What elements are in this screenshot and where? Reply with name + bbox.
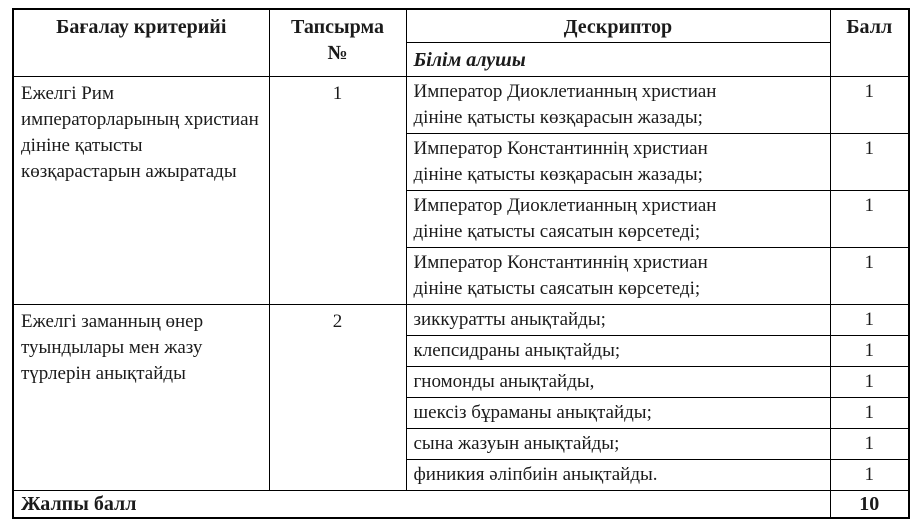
descriptor-cell: сына жазуын анықтайды;: [406, 429, 830, 460]
descriptor-cell: финикия әліпбиін анықтайды.: [406, 460, 830, 491]
descriptor-sub-header: Білім алушы: [406, 43, 830, 77]
column-header-score: Балл: [830, 9, 909, 77]
task-number-cell-block1: 1: [269, 77, 406, 305]
score-cell: 1: [830, 134, 909, 191]
descriptor-cell: Император Диоклетианның христиан дініне қатысты саясатын көрсетеді;: [406, 191, 830, 248]
column-header-task-number: [269, 9, 406, 77]
assessment-rubric-table: [12, 8, 910, 519]
task-header-line1: Тапсырма: [291, 16, 384, 38]
criteria-cell-block2: Ежелгі заманның өнер туындылары мен жазу түрлерін анықтайды: [13, 305, 269, 491]
descriptor-cell: Император Константиннің христиан дініне қатысты саясатын көрсетеді;: [406, 248, 830, 305]
task-header-line2: №: [327, 42, 348, 64]
score-cell: 1: [830, 305, 909, 336]
column-header-descriptor: Дескриптор: [406, 9, 830, 43]
header-row: [13, 9, 909, 43]
descriptor-cell: Император Диоклетианның христиан дініне қатысты көзқарасын жазады;: [406, 77, 830, 134]
table-row: [13, 305, 909, 336]
descriptor-cell: гномонды анықтайды,: [406, 367, 830, 398]
score-cell: 1: [830, 398, 909, 429]
score-cell: 1: [830, 460, 909, 491]
total-score-cell: 10: [830, 491, 909, 519]
task-number-cell-block2: 2: [269, 305, 406, 491]
descriptor-cell: клепсидраны анықтайды;: [406, 336, 830, 367]
total-label-cell: Жалпы балл: [13, 491, 830, 519]
score-cell: 1: [830, 429, 909, 460]
score-cell: 1: [830, 248, 909, 305]
criteria-cell-block1: Ежелгі Рим императорларының христиан дініне қатысты көзқарастарын ажыратады: [13, 77, 269, 305]
table-row: [13, 77, 909, 134]
descriptor-cell: Император Константиннің христиан дініне қатысты көзқарасын жазады;: [406, 134, 830, 191]
column-header-criteria: Бағалау критерийі: [13, 9, 269, 77]
descriptor-cell: шексіз бұраманы анықтайды;: [406, 398, 830, 429]
score-cell: 1: [830, 191, 909, 248]
score-cell: 1: [830, 367, 909, 398]
score-cell: 1: [830, 77, 909, 134]
score-cell: 1: [830, 336, 909, 367]
descriptor-cell: зиккуратты анықтайды;: [406, 305, 830, 336]
